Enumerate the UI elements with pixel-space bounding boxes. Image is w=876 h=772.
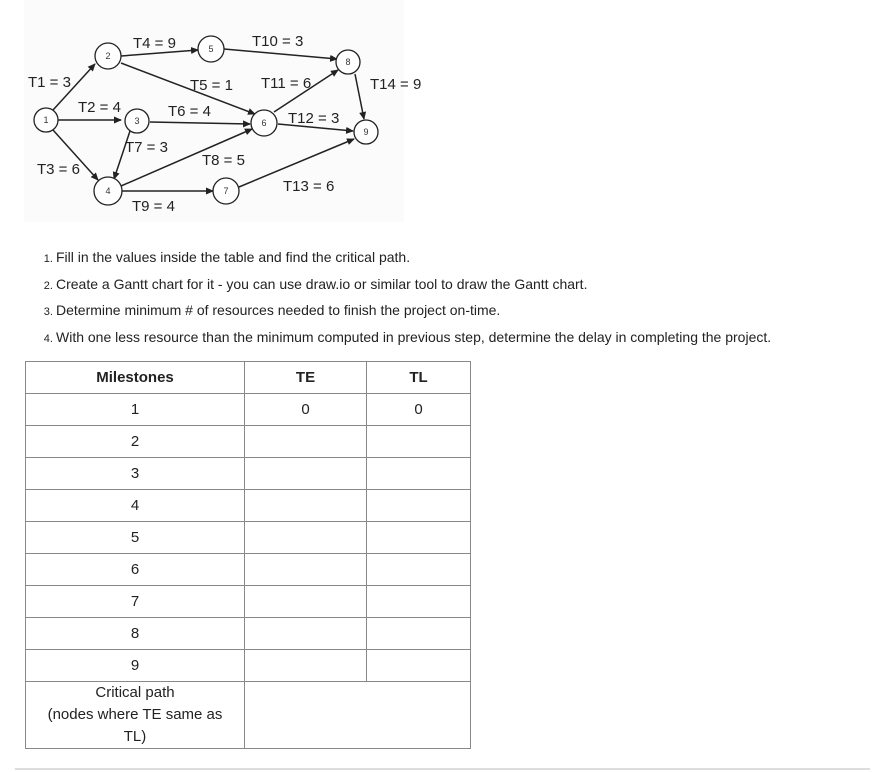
edge-t10 bbox=[224, 49, 337, 59]
node-4-label: 4 bbox=[105, 186, 111, 196]
milestone-cell: 1 bbox=[26, 394, 245, 426]
critical-path-value-cell[interactable] bbox=[245, 682, 471, 749]
te-cell[interactable]: 0 bbox=[245, 394, 367, 426]
te-cell[interactable] bbox=[245, 586, 367, 618]
instructions-list bbox=[30, 246, 876, 352]
table-row bbox=[26, 522, 471, 554]
table-row bbox=[26, 586, 471, 618]
instruction-item: 2. Create a Gantt chart for it - you can use draw.io or similar tool to draw the Gantt chart. bbox=[56, 273, 876, 300]
tl-cell[interactable] bbox=[367, 650, 471, 682]
critical-path-label-line: TL) bbox=[123, 728, 147, 745]
edge-label-t2: T2 = 4 bbox=[78, 99, 121, 116]
tl-cell[interactable] bbox=[367, 586, 471, 618]
node-6-label: 6 bbox=[261, 118, 267, 128]
milestone-cell: 5 bbox=[26, 522, 245, 554]
edge-label-t10: T10 = 3 bbox=[252, 33, 304, 50]
edge-label-t1: T1 = 3 bbox=[28, 74, 71, 91]
table-row bbox=[26, 394, 471, 426]
table-row bbox=[26, 618, 471, 650]
critical-path-label-line: (nodes where TE same as bbox=[47, 706, 223, 723]
tl-cell[interactable] bbox=[367, 458, 471, 490]
edge-label-t3: T3 = 6 bbox=[37, 161, 80, 178]
table-row bbox=[26, 458, 471, 490]
edge-t6 bbox=[150, 122, 250, 124]
edge-t14 bbox=[355, 74, 364, 119]
node-7-label: 7 bbox=[223, 186, 229, 196]
instruction-item: 3. Determine minimum # of resources needed to finish the project on-time. bbox=[56, 299, 876, 326]
edge-label-t11: T11 = 6 bbox=[261, 75, 312, 92]
edge-label-t14: T14 = 9 bbox=[370, 76, 422, 93]
table-row bbox=[26, 490, 471, 522]
milestone-table bbox=[25, 361, 471, 749]
milestone-cell: 2 bbox=[26, 426, 245, 458]
tl-cell[interactable] bbox=[367, 522, 471, 554]
milestone-cell: 6 bbox=[26, 554, 245, 586]
header-te: TE bbox=[245, 362, 367, 394]
tl-cell[interactable] bbox=[367, 426, 471, 458]
edge-label-t13: T13 = 6 bbox=[283, 178, 335, 195]
edge-label-t12: T12 = 3 bbox=[288, 110, 340, 127]
critical-path-label-line: Critical path bbox=[95, 684, 175, 701]
node-9-label: 9 bbox=[363, 127, 369, 137]
edge-label-t5: T5 = 1 bbox=[190, 77, 233, 94]
milestone-cell: 9 bbox=[26, 650, 245, 682]
milestone-cell: 7 bbox=[26, 586, 245, 618]
header-tl: TL bbox=[367, 362, 471, 394]
tl-cell[interactable]: 0 bbox=[367, 394, 471, 426]
bottom-divider bbox=[15, 768, 870, 770]
te-cell[interactable] bbox=[245, 458, 367, 490]
table-row bbox=[26, 650, 471, 682]
milestone-cell: 3 bbox=[26, 458, 245, 490]
te-cell[interactable] bbox=[245, 490, 367, 522]
te-cell[interactable] bbox=[245, 426, 367, 458]
node-3-label: 3 bbox=[134, 116, 140, 126]
node-5-label: 5 bbox=[208, 44, 214, 54]
critical-path-label bbox=[26, 682, 245, 749]
instruction-item: 4. With one less resource than the minimum computed in previous step, determine the delay in completing the project. bbox=[56, 326, 876, 353]
network-diagram bbox=[24, 0, 422, 222]
header-milestones: Milestones bbox=[26, 362, 245, 394]
edge-label-t7: T7 = 3 bbox=[125, 139, 168, 156]
table-row bbox=[26, 554, 471, 586]
tl-cell[interactable] bbox=[367, 554, 471, 586]
tl-cell[interactable] bbox=[367, 618, 471, 650]
edge-label-t9: T9 = 4 bbox=[132, 198, 175, 215]
table-header-row bbox=[26, 362, 471, 394]
node-8-label: 8 bbox=[345, 57, 351, 67]
te-cell[interactable] bbox=[245, 554, 367, 586]
node-2-label: 2 bbox=[105, 51, 111, 61]
milestone-cell: 8 bbox=[26, 618, 245, 650]
edge-label-t6: T6 = 4 bbox=[168, 103, 211, 120]
node-1-label: 1 bbox=[43, 115, 49, 125]
te-cell[interactable] bbox=[245, 650, 367, 682]
milestone-cell: 4 bbox=[26, 490, 245, 522]
table-row bbox=[26, 426, 471, 458]
instruction-item: 1. Fill in the values inside the table and find the critical path. bbox=[56, 246, 876, 273]
edge-label-t8: T8 = 5 bbox=[202, 152, 245, 169]
te-cell[interactable] bbox=[245, 618, 367, 650]
te-cell[interactable] bbox=[245, 522, 367, 554]
tl-cell[interactable] bbox=[367, 490, 471, 522]
edge-label-t4: T4 = 9 bbox=[133, 35, 176, 52]
critical-path-row bbox=[26, 682, 471, 749]
